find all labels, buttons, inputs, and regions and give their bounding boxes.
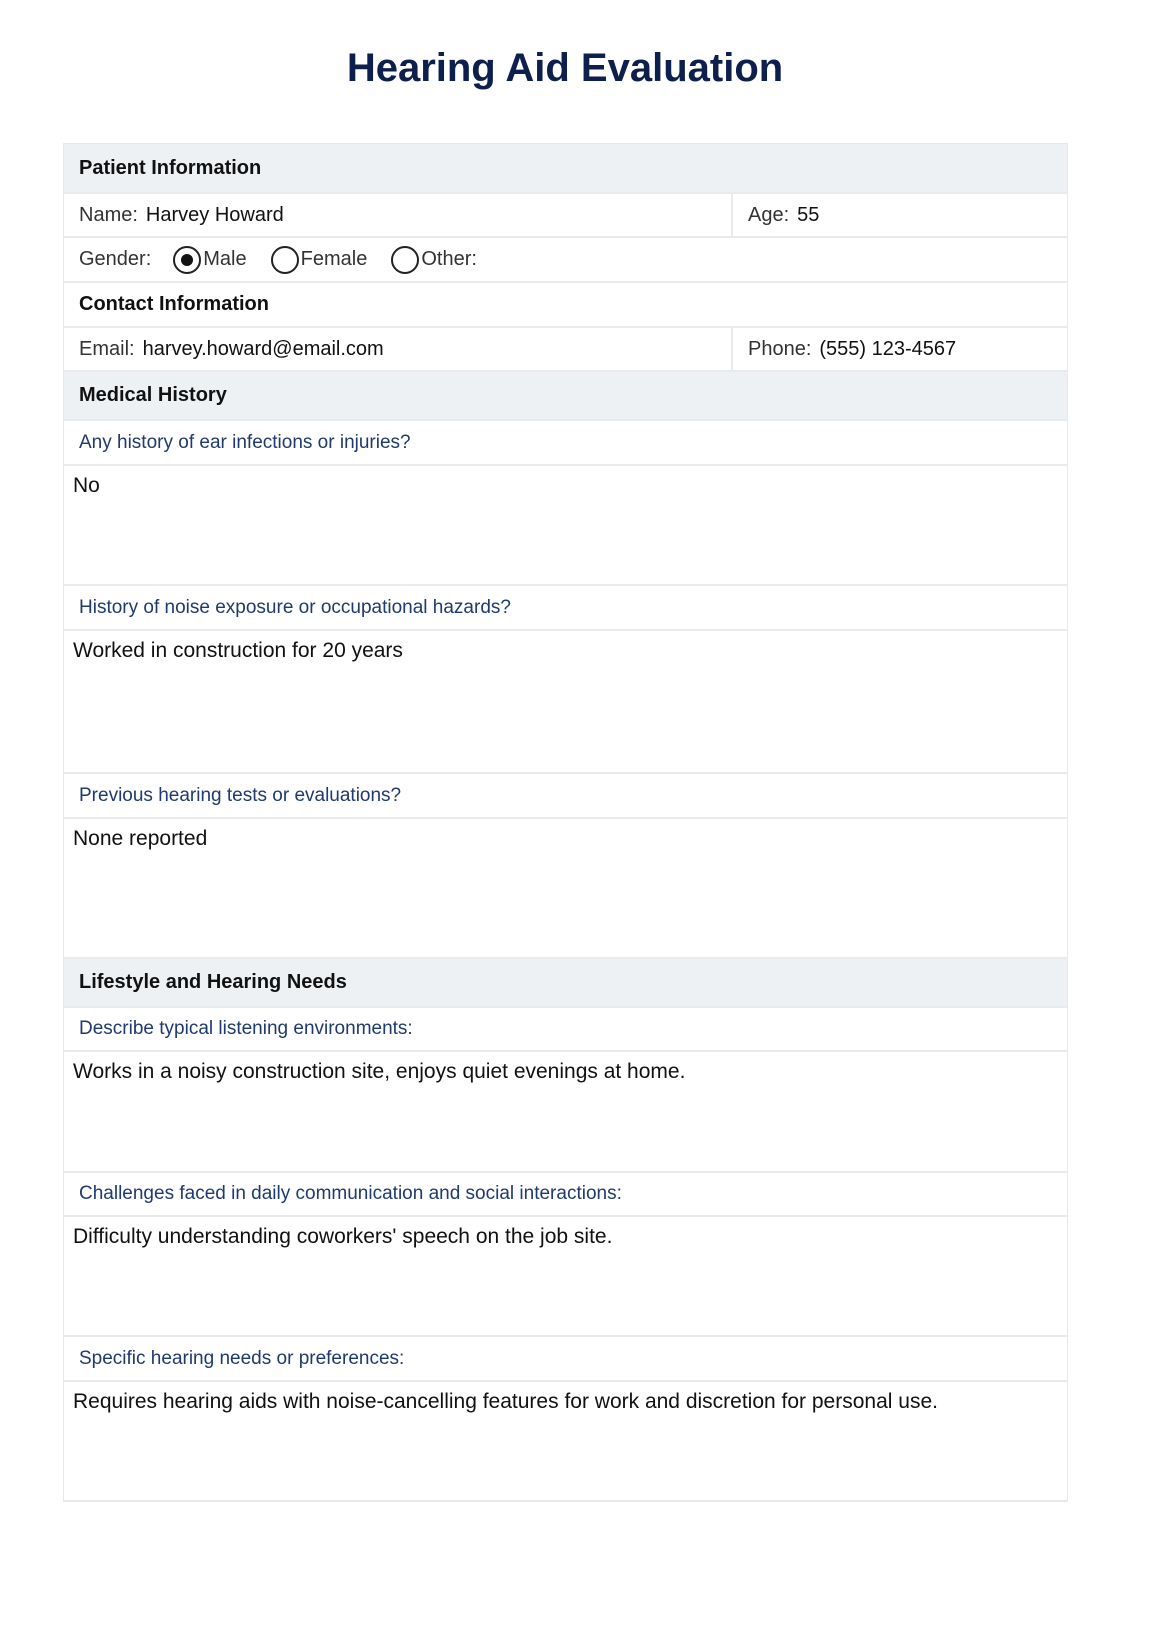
question-label: Any history of ear infections or injuries? [64,421,1067,466]
question-label: Describe typical listening environments: [64,1008,1067,1052]
gender-radio-other[interactable] [391,246,477,274]
question-label: Specific hearing needs or preferences: [64,1337,1067,1382]
radio-label: Male [203,248,247,270]
answer-field[interactable]: Difficulty understanding coworkers' speech on the job site. [64,1217,1067,1337]
age-field[interactable] [733,194,819,236]
radio-label: Female [300,248,368,270]
section-header-contact: Contact Information [64,283,1067,328]
email-value: harvey.howard@email.com [142,337,384,360]
name-age-row [64,194,1067,238]
phone-label: Phone: [748,337,812,360]
age-label: Age: [748,203,790,226]
email-phone-row [64,328,1067,372]
name-value: Harvey Howard [145,203,284,226]
email-label: Email: [79,337,135,360]
answer-field[interactable]: Works in a noisy construction site, enjoys quiet evenings at home. [64,1052,1067,1173]
name-field[interactable] [64,194,733,236]
gender-row [64,238,1067,283]
phone-value: (555) 123-4567 [819,337,957,360]
email-field[interactable] [64,328,733,370]
radio-label: Other: [421,248,477,270]
page-title: Hearing Aid Evaluation [346,46,784,90]
answer-field[interactable]: None reported [64,819,1067,959]
radio-unchecked-icon [391,246,419,274]
evaluation-form [63,143,1068,1502]
radio-checked-icon [173,246,201,274]
question-label: Challenges faced in daily communication and social interactions: [64,1173,1067,1217]
answer-field[interactable]: Requires hearing aids with noise-cancelling features for work and discretion for personal use. [73,1390,938,1413]
answer-field[interactable]: No [64,466,1067,586]
section-header-medical: Medical History [64,372,1067,421]
gender-label: Gender: [79,248,152,270]
radio-unchecked-icon [271,246,299,274]
gender-radio-female[interactable] [271,246,368,274]
section-header-patient: Patient Information [64,144,1067,194]
answer-field[interactable]: Worked in construction for 20 years [64,631,1067,774]
question-label: Previous hearing tests or evaluations? [64,774,1067,819]
section-header-lifestyle: Lifestyle and Hearing Needs [64,959,1067,1008]
age-value: 55 [797,203,820,226]
phone-field[interactable] [733,328,956,370]
gender-radio-male[interactable] [173,246,246,274]
question-label: History of noise exposure or occupational hazards? [64,586,1067,631]
name-label: Name: [79,203,138,226]
